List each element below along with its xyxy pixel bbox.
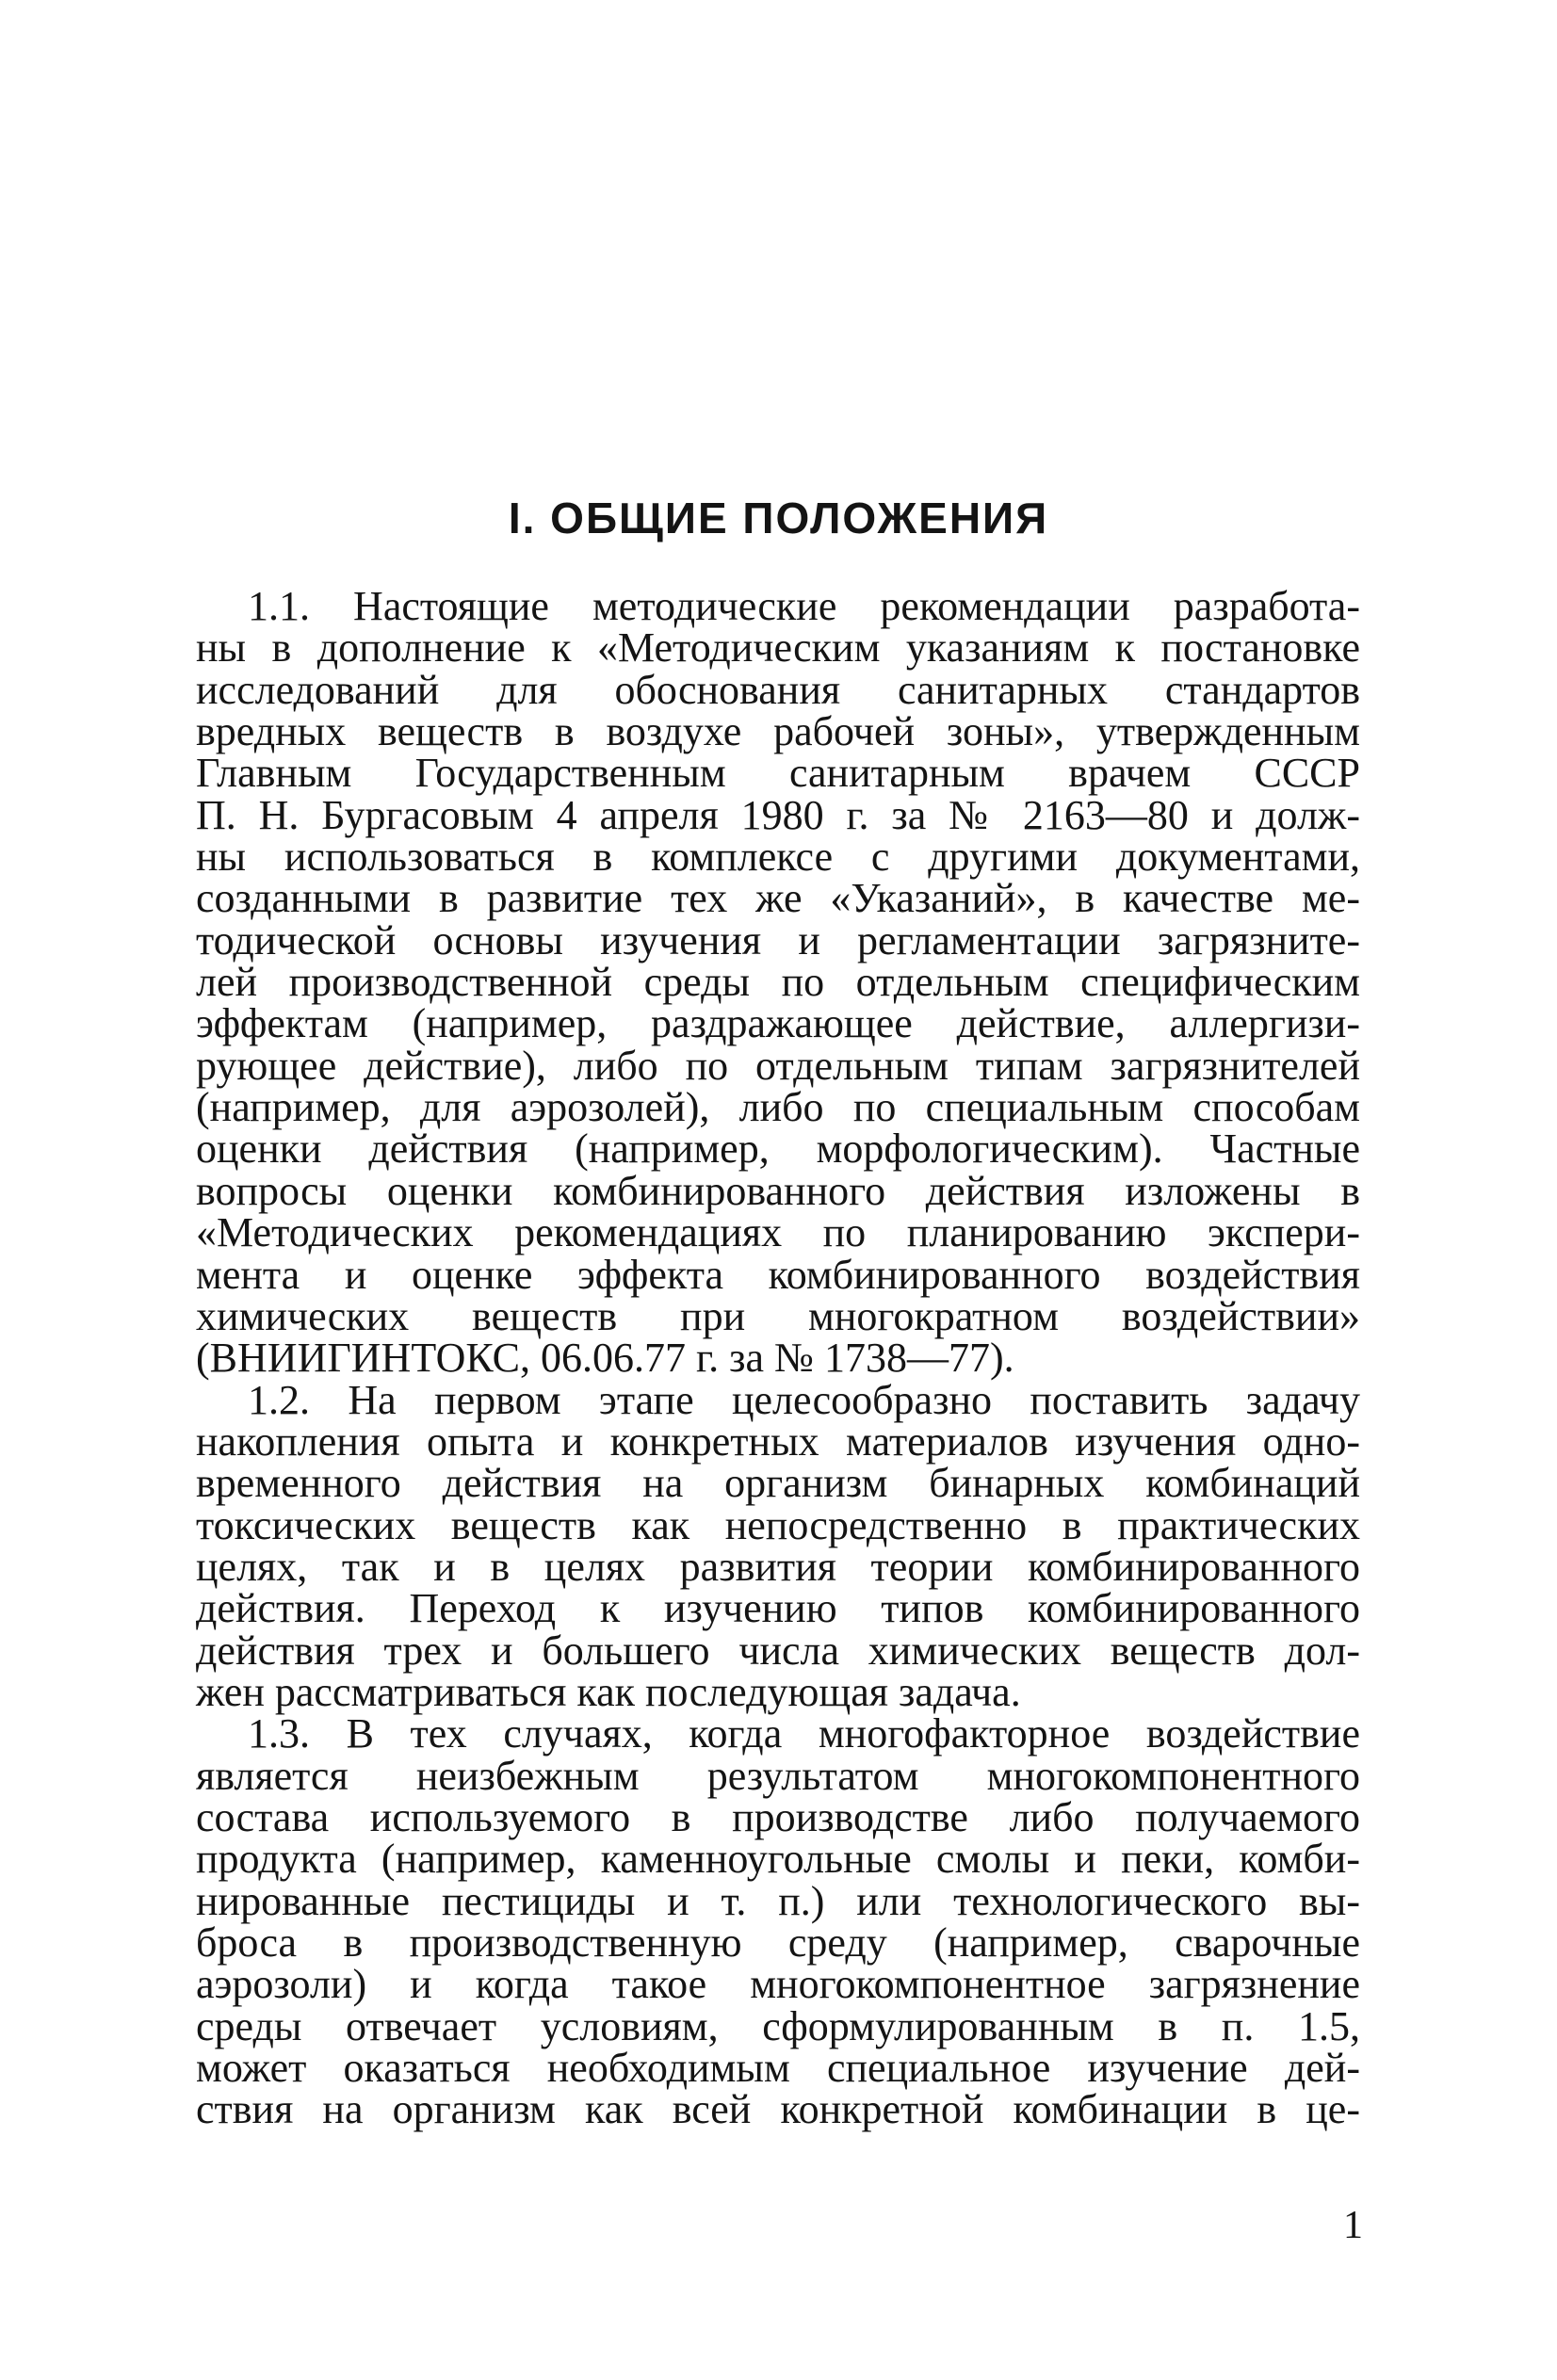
text-line: 1.3. В тех случаях, когда многофакторное воздействие [248,1710,1360,1757]
text-line: может оказаться необходимым специальное изучение дей- [196,2045,1360,2092]
section-heading: I. ОБЩИЕ ПОЛОЖЕНИЯ [508,494,1049,542]
text-line: Главным Государственным санитарным врачем СССР [196,750,1360,797]
text-line: броса в производственную среду (например, сварочные [196,1919,1360,1966]
paragraph-1-1 [196,583,1360,1382]
text-line: нированные пестициды и т. п.) или технологического вы- [196,1877,1360,1924]
text-line: 1.2. На первом этапе целесообразно поставить задачу [248,1376,1360,1423]
text-line: продукта (например, каменноугольные смолы и пеки, комби- [196,1836,1360,1883]
text-line: жен рассматриваться как последующая задача. [196,1668,1021,1715]
text-line: (ВНИИГИНТОКС, 06.06.77 г. за № 1738—77). [196,1335,1014,1382]
text-line: П. Н. Бургасовым 4 апреля 1980 г. за № 2163—80 и долж- [196,791,1360,838]
text-line: токсических веществ как непосредственно в практических [196,1501,1360,1548]
text-line: мента и оценке эффекта комбинированного воздействия [196,1251,1360,1298]
text-line: «Методических рекомендациях по планированию экспери- [196,1209,1360,1256]
text-line: вредных веществ в воздухе рабочей зоны», утвержденным [196,708,1360,755]
text-line: исследований для обоснования санитарных стандартов [196,666,1360,713]
text-line: ны в дополнение к «Методическим указаниям к постановке [196,624,1360,672]
page-number: 1 [1343,2204,1363,2247]
text-line: лей производственной среды по отдельным специфическим [196,959,1360,1006]
text-line: состава используемого в производстве либо получаемого [196,1793,1360,1840]
text-line: (например, для аэрозолей), либо по специальным способам [196,1084,1360,1131]
paragraph-1-3 [196,1710,1360,2133]
text-line: созданными в развитие тех же «Указаний», в качестве ме- [196,875,1360,922]
text-line: накопления опыта и конкретных материалов изучения одно- [196,1417,1360,1465]
text-line: действия. Переход к изучению типов комбинированного [196,1585,1360,1632]
body-text [196,583,1360,2133]
text-line: эффектам (например, раздражающее действие, аллергизи- [196,1000,1360,1047]
text-line: рующее действие), либо по отдельным типам загрязнителей [196,1042,1360,1089]
text-line: 1.1. Настоящие методические рекомендации разработа- [248,583,1360,629]
text-line: оценки действия (например, морфологическим). Частные [196,1125,1360,1173]
text-line: химических веществ при многократном воздействии» [196,1292,1360,1339]
text-line: целях, так и в целях развития теории комбинированного [196,1543,1360,1590]
paragraph-1-2 [196,1376,1360,1715]
text-line: временного действия на организм бинарных комбинаций [196,1460,1360,1507]
text-line: является неизбежным результатом многокомпонентного [196,1752,1360,1799]
text-line: среды отвечает условиям, сформулированным в п. 1.5, [196,2002,1360,2049]
text-line: действия трех и большего числа химических веществ дол- [196,1627,1360,1674]
text-line: аэрозоли) и когда такое многокомпонентное загрязнение [196,1961,1360,2008]
text-line: ны использоваться в комплексе с другими документами, [196,834,1360,881]
text-line: вопросы оценки комбинированного действия изложены в [196,1167,1360,1214]
text-line: ствия на организм как всей конкретной комбинации в це- [196,2086,1360,2133]
text-line: тодической основы изучения и регламентации загрязните- [196,916,1360,963]
